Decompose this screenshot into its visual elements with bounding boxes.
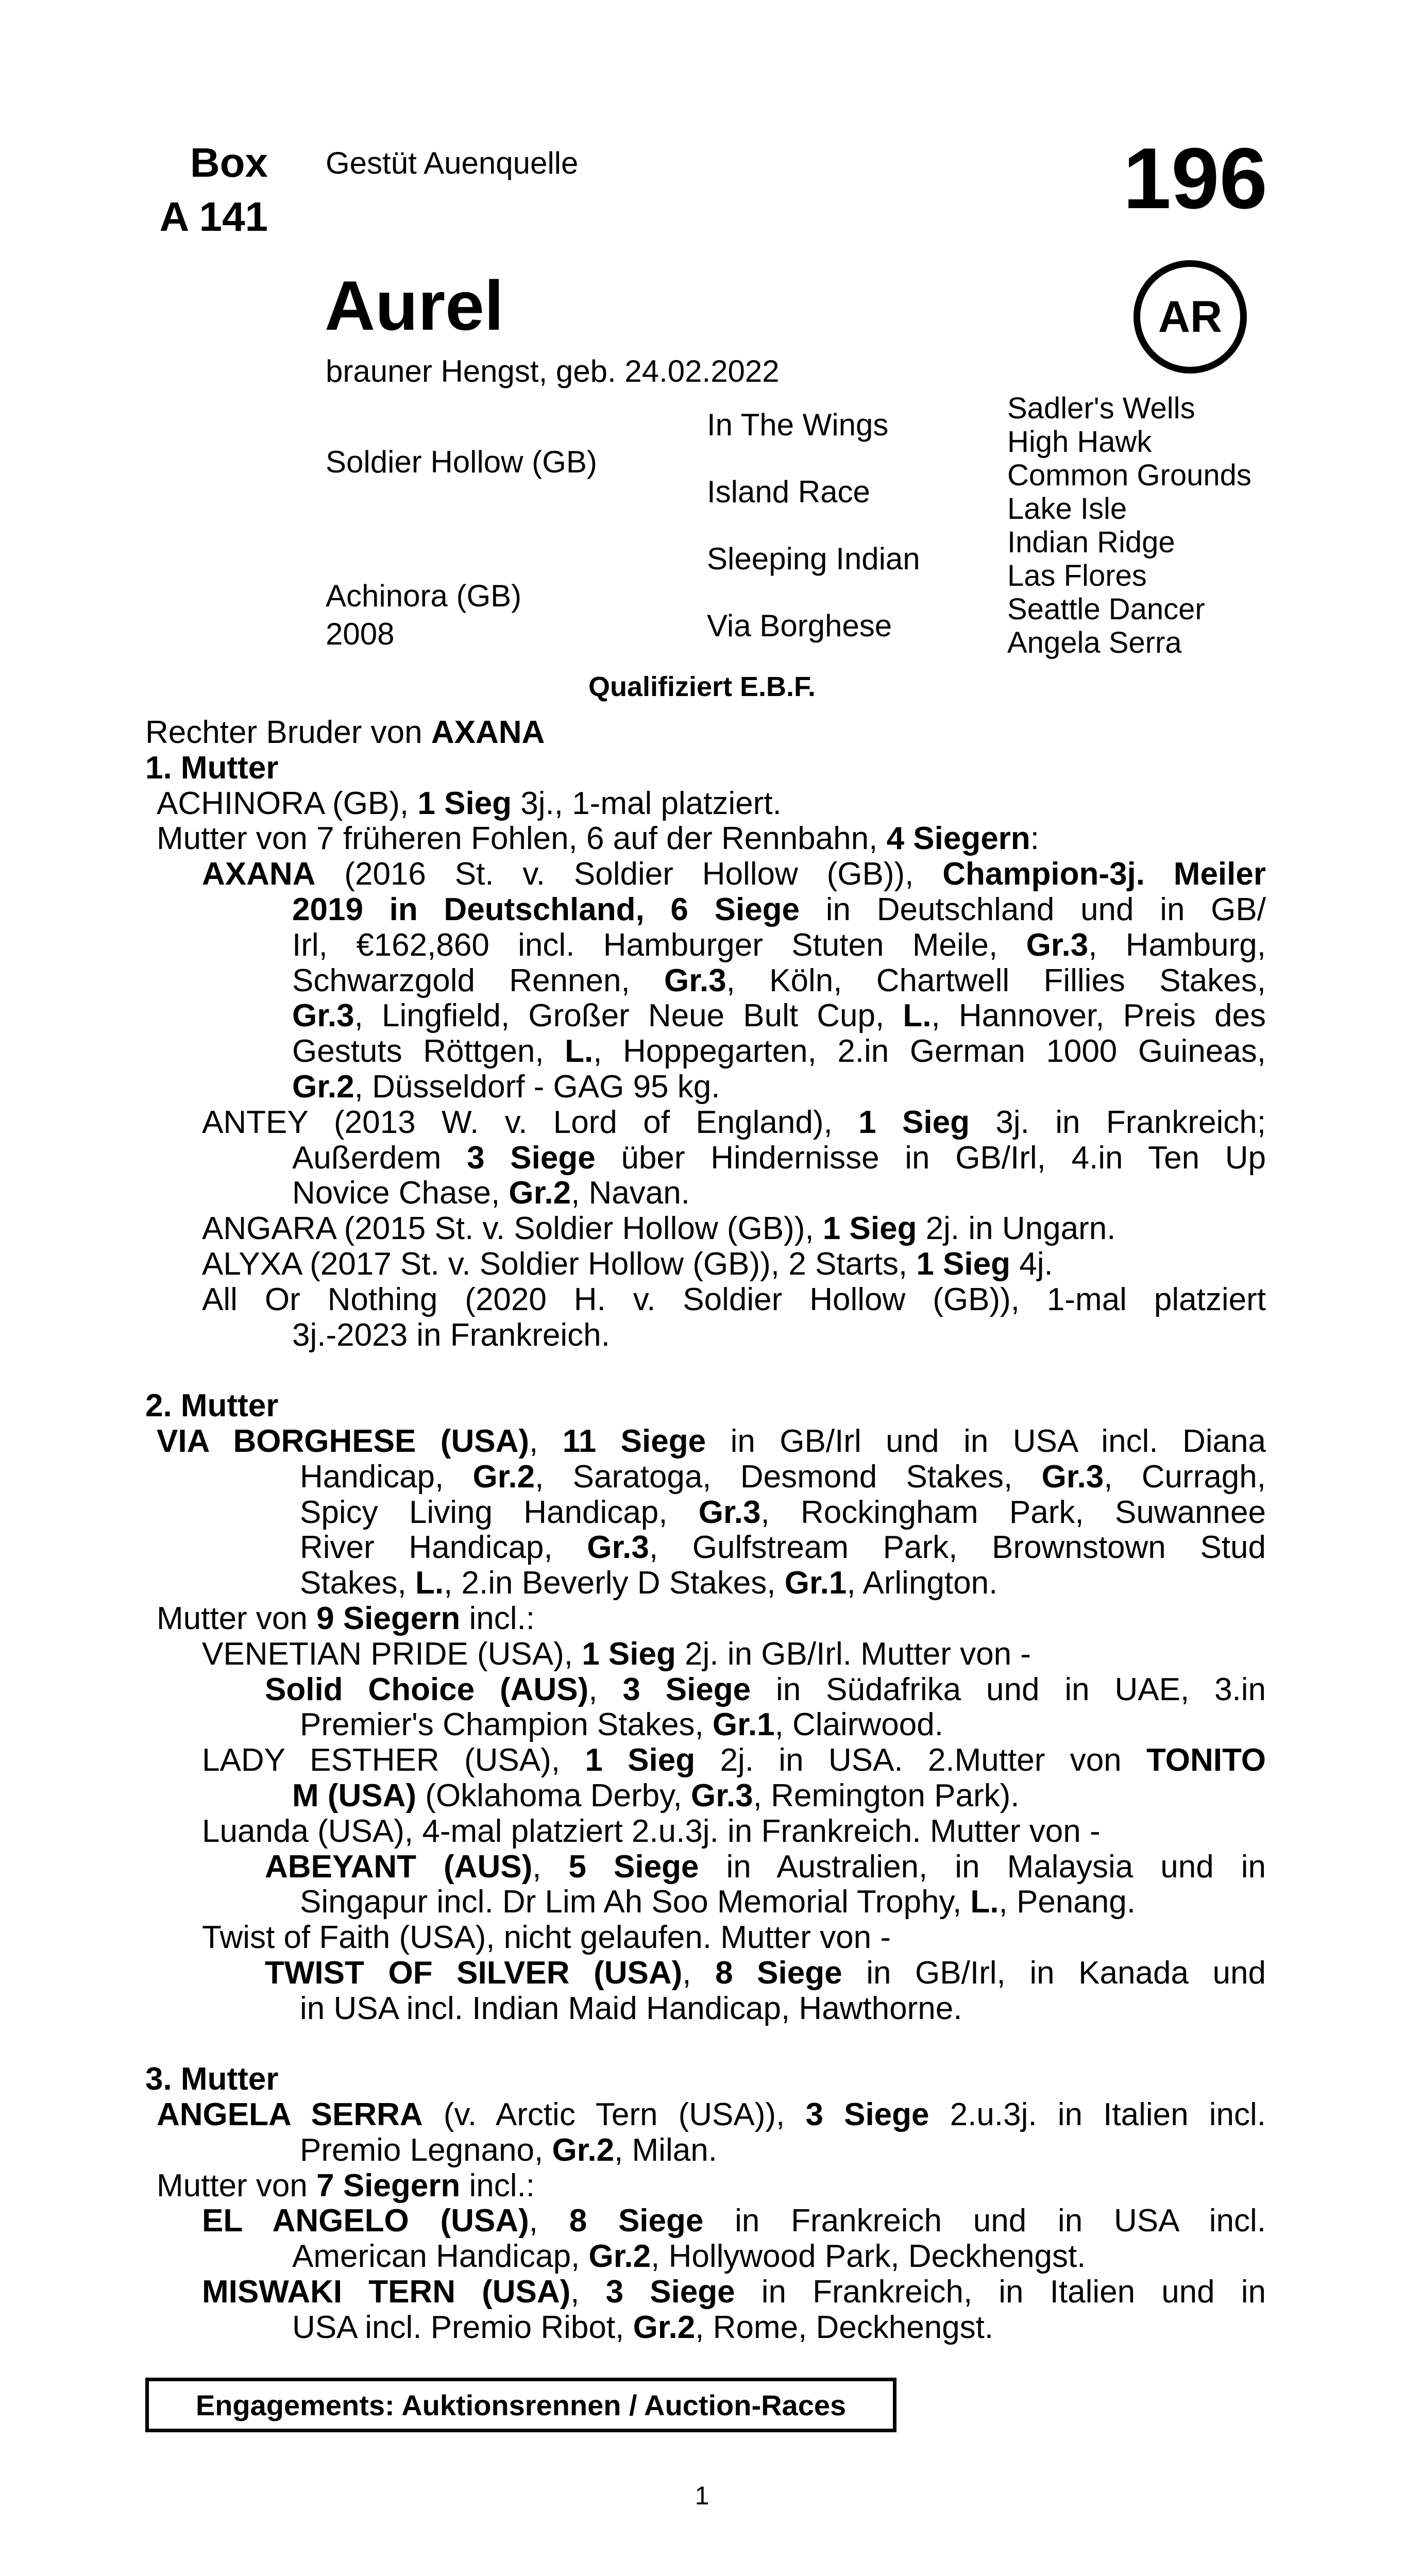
text: 2j. in Ungarn. [917,1211,1116,1247]
text: in GB/Irl und in USA incl. Diana [706,1423,1266,1459]
dam-line [145,1460,1266,1495]
box-label: Box [190,140,268,185]
text: VENETIAN PRIDE (USA), [202,1636,582,1672]
engagements-box: Engagements: Auktionsrennen / Auction-Races [145,2378,896,2432]
bold-text: 1 Sieg [585,1743,696,1778]
text: , Clairwood. [774,1707,943,1743]
produce-line [145,1778,1266,1814]
bold-text: Gr.3 [1026,927,1089,963]
bold-text: Gr.2 [588,2239,651,2275]
bold-text: 3 Siege [605,2275,735,2310]
text: , Lingfield, Großer Neue Bult Cup, [354,998,903,1034]
bold-text: 3 Siege [805,2097,929,2133]
text: , [682,1955,716,1991]
bold-text: L. [415,1565,444,1601]
produce-line [145,963,1266,999]
bold-text: Gr.2 [509,1175,571,1211]
bold-text: L. [903,998,932,1034]
bold-text: 9 Siegern [316,1600,461,1636]
text: in Australien, in Malaysia und in [699,1849,1266,1885]
dam-line [145,1495,1266,1531]
text: in USA incl. Indian Maid Handicap, Hawthorne. [300,1990,962,2026]
bold-text: Gr.3 [698,1495,761,1530]
bold-text: 1 Sieg [582,1636,676,1672]
pedigree-grandparent: Sleeping Indian [707,541,920,576]
text: , Rockingham Park, Suwannee [760,1495,1266,1530]
pedigree-sire: Soldier Hollow (GB) [326,445,597,479]
text: (Oklahoma Derby, [416,1777,691,1814]
heading-text: 2. Mutter [145,1388,279,1424]
text: , Remington Park). [753,1777,1020,1814]
text: , Milan. [614,2132,717,2168]
text: , Saratoga, Desmond Stakes, [535,1459,1042,1495]
bold-text: 8 Siege [569,2204,704,2239]
bold-text: Gr.1 [712,1707,775,1743]
heading-text: 3. Mutter [145,2061,279,2097]
text: , Navan. [571,1175,690,1211]
bold-text: 1 Sieg [858,1105,970,1140]
text: All Or Nothing (2020 H. v. Soldier Hollow (GB)), 1-mal platziert [202,1282,1266,1317]
bold-text: Gr.2 [472,1459,535,1495]
produce-line [145,1991,1266,2027]
horse-description: brauner Hengst, geb. 24.02.2022 [326,354,780,388]
produce-line [145,1141,1266,1176]
bold-text: AXANA [202,857,316,892]
pedigree-great-grandparent: Sadler's Wells [1007,392,1195,425]
text: , 2.in Beverly D Stakes, [444,1565,785,1601]
text: , Penang. [999,1884,1136,1920]
produce-line [145,998,1266,1034]
text: 3j.-2023 in Frankreich. [292,1317,610,1353]
relation-line [145,715,1266,751]
text: ACHINORA (GB), [157,785,418,821]
bold-text: 4 Siegern [886,821,1030,857]
produce-line [145,928,1266,963]
text: , [570,2275,606,2310]
text: Premio Legnano, [300,2132,552,2168]
produce-line [145,892,1266,928]
bold-text: 1 Sieg [822,1211,917,1247]
bold-text: 8 Siege [715,1955,842,1991]
text: Singapur incl. Dr Lim Ah Soo Memorial Trophy, [300,1884,971,1920]
pedigree-great-grandparent: Lake Isle [1007,492,1127,526]
bold-text: MISWAKI TERN (USA) [202,2275,571,2310]
dam-line [145,1566,1266,1601]
text: Novice Chase, [292,1175,509,1211]
bold-text: ABEYANT (AUS) [265,1849,533,1885]
horse-name: Aurel [325,266,504,345]
text: Handicap, [300,1459,473,1495]
pedigree-great-grandparent: Seattle Dancer [1007,592,1205,626]
text: Twist of Faith (USA), nicht gelaufen. Mutter von - [202,1920,891,1956]
bold-text: Gr.3 [690,1777,753,1814]
bold-text: Gr.3 [587,1530,649,1566]
text: , Düsseldorf - GAG 95 kg. [354,1069,720,1105]
produce-line [145,1707,1266,1743]
text: (2016 St. v. Soldier Hollow (GB)), [315,857,943,892]
bold-text: L. [565,1034,594,1070]
section-heading [145,2062,1266,2097]
bold-text: EL ANGELO (USA) [202,2204,529,2239]
text: 2.u.3j. in Italien incl. [929,2097,1266,2133]
produce-line [145,1920,1266,1956]
text: über Hindernisse in GB/Irl, 4.in Ten Up [595,1140,1266,1176]
produce-line [145,2275,1266,2310]
text: Rechter Bruder von [145,715,431,750]
text: ANTEY (2013 W. v. Lord of England), [202,1105,859,1140]
lot-number: 196 [1123,130,1267,227]
bold-text: Solid Choice (AUS) [265,1672,589,1707]
text: 3j. in Frankreich; [969,1105,1266,1140]
pedigree-dam: Achinora (GB) [326,579,522,613]
text: in Frankreich, in Italien und in [735,2275,1266,2310]
text: Spicy Living Handicap, [300,1495,699,1530]
produce-line [145,1282,1266,1318]
text: Stakes, [300,1565,415,1601]
dam-line [145,2097,1266,2133]
pedigree-great-grandparent: High Hawk [1007,425,1152,459]
dam-line [145,1530,1266,1566]
bold-text: VIA BORGHESE (USA) [157,1423,529,1459]
text: Mutter von [157,2167,317,2204]
text: , [529,2204,569,2239]
text: , Hollywood Park, Deckhengst. [651,2239,1086,2275]
bold-text: 7 Siegern [316,2167,461,2204]
bold-text: 3 Siege [467,1140,596,1176]
produce-line [145,1034,1266,1070]
produce-line [145,1850,1266,1885]
produce-line [145,1318,1266,1353]
pedigree-grandparent: In The Wings [707,408,889,442]
text: in Südafrika und in UAE, 3.in [751,1672,1266,1707]
text: American Handicap, [292,2239,589,2275]
text: , Rome, Deckhengst. [695,2309,994,2345]
pedigree-grandparent: Island Race [707,474,870,509]
family-record [145,715,1266,2346]
text: Mutter von 7 früheren Fohlen, 6 auf der Rennbahn, [157,821,887,857]
box-id: A 141 [159,194,268,240]
text: , [529,1423,563,1459]
produce-line [145,1637,1266,1672]
text: in Frankreich und in USA incl. [703,2204,1266,2239]
produce-line [145,1885,1266,1920]
bold-text: TWIST OF SILVER (USA) [265,1955,683,1991]
text: River Handicap, [300,1530,587,1566]
bold-text: 5 Siege [568,1849,699,1885]
bold-text: ANGELA SERRA [157,2097,423,2133]
text: ALYXA (2017 St. v. Soldier Hollow (GB)), 2 Starts, [202,1246,917,1282]
text: : [1030,821,1039,857]
bold-text: Champion-3j. Meiler [942,857,1266,892]
text: LADY ESTHER (USA), [202,1743,585,1778]
text: (v. Arctic Tern (USA)), [422,2097,806,2133]
produce-line [145,1672,1266,1708]
page-number: 1 [695,2481,709,2510]
produce-line [145,1247,1266,1282]
section-heading [145,751,1266,786]
text: incl.: [460,2167,535,2204]
text: 4j. [1010,1246,1053,1282]
bold-text: M (USA) [292,1777,417,1814]
produce-line [145,2310,1266,2346]
ar-badge: AR [1134,260,1247,374]
text: 2j. in USA. 2.Mutter von [695,1743,1147,1778]
bold-text: L. [970,1884,999,1920]
text: , [532,1849,569,1885]
text: , Arlington. [847,1565,998,1601]
bold-text: Gr.3 [664,963,726,998]
pedigree-great-grandparent: Angela Serra [1007,626,1182,659]
text: , Köln, Chartwell Fillies Stakes, [726,963,1266,998]
breeder: Gestüt Auenquelle [326,146,579,180]
produce-line [145,1105,1266,1141]
text: Schwarzgold Rennen, [292,963,664,998]
produce-line [145,1176,1266,1211]
bold-text: 1 Sieg [916,1246,1010,1282]
bold-text: TONITO [1146,1743,1266,1778]
text: in GB/Irl, in Kanada und [842,1955,1266,1991]
text: in Deutschland und in GB/ [800,892,1266,927]
pedigree-dam-year: 2008 [326,617,395,651]
produce-line [145,2204,1266,2239]
section-heading [145,1388,1266,1424]
produce-line [145,2239,1266,2275]
bold-text: Gr.2 [633,2309,696,2345]
produce-line [145,1743,1266,1778]
bold-text: Gr.1 [784,1565,847,1601]
bold-text: 2019 in Deutschland, 6 Siege [292,892,800,927]
text: USA incl. Premio Ribot, [292,2309,633,2345]
produce-line [145,857,1266,892]
text: , Hannover, Preis des [931,998,1266,1034]
dam-produce-line [145,821,1266,857]
text: , [588,1672,623,1707]
text: , Hoppegarten, 2.in German 1000 Guineas, [593,1034,1266,1070]
dam-line [145,786,1266,822]
bold-text: Gr.3 [292,998,354,1034]
pedigree-great-grandparent: Common Grounds [1007,459,1251,492]
text: Premier's Champion Stakes, [300,1707,713,1743]
text: , Curragh, [1104,1459,1266,1495]
produce-line [145,1211,1266,1247]
text: incl.: [460,1600,535,1636]
dam-produce-line [145,2168,1266,2204]
dam-produce-line [145,1601,1266,1637]
produce-line [145,1070,1266,1105]
produce-line [145,1956,1266,1991]
dam-line [145,1424,1266,1460]
bold-text: 1 Sieg [417,785,512,821]
bold-text: Gr.2 [552,2132,615,2168]
bold-text: 11 Siege [562,1423,706,1459]
produce-line [145,1814,1266,1850]
pedigree-great-grandparent: Las Flores [1007,559,1147,592]
text: Gestuts Röttgen, [292,1034,565,1070]
bold-text: Gr.2 [292,1069,354,1105]
text: 2j. in GB/Irl. Mutter von - [675,1636,1031,1672]
text: Außerdem [292,1140,467,1176]
text: Irl, €162,860 incl. Hamburger Stuten Meile, [292,927,1026,963]
pedigree-grandparent: Via Borghese [707,608,892,643]
qualification: Qualifiziert E.B.F. [588,671,816,702]
pedigree-great-grandparent: Indian Ridge [1007,526,1175,559]
bold-text: 3 Siege [622,1672,751,1707]
bold-text: Gr.3 [1041,1459,1104,1495]
text: Luanda (USA), 4-mal platziert 2.u.3j. in Frankreich. Mutter von - [202,1813,1101,1849]
sibling-name: AXANA [431,715,545,750]
text: , Gulfstream Park, Brownstown Stud [649,1530,1266,1566]
text: ANGARA (2015 St. v. Soldier Hollow (GB)), [202,1211,823,1247]
text: 3j., 1-mal platziert. [512,785,782,821]
text: , Hamburg, [1088,927,1266,963]
dam-line [145,2133,1266,2168]
text: Mutter von [157,1600,317,1636]
heading-text: 1. Mutter [145,750,279,786]
